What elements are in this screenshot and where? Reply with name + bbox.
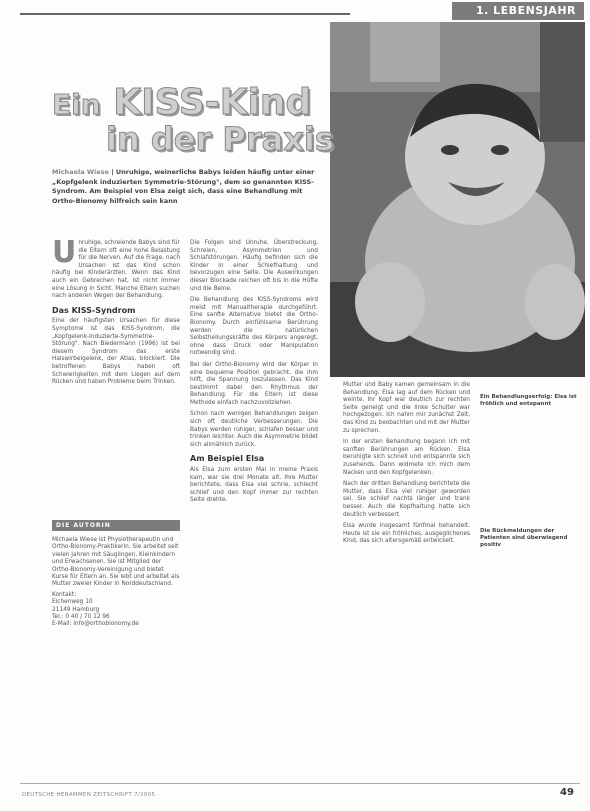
footer-text: DEUTSCHE HEBAMMEN ZEITSCHRIFT 7/2005: [22, 792, 156, 798]
column-2: [190, 240, 318, 505]
col3-paragraph-4: Elsa wurde insgesamt fünfmal behandelt. Heute ist sie ein fröhliches, ausgeglichenes Kind, das sich altersgemäß entwickelt.: [343, 523, 470, 545]
col3-paragraph-3: Nach der dritten Behandlung berichtete die Mutter, dass Elsa viel ruhiger geworden sei. Sie schlief nachts länger und trank besser. Auch die Kopfhaltung hatte sich deutlich verbessert.: [343, 481, 470, 518]
intro-text: | Unruhige, weinerliche Babys leiden häufig unter einer „Kopfgelenk induzierten Symmetrie-Störung", dem so genannten KISS-Syndrom. Am Beispiel von Elsa zeigt sich, dass eine Behandlung mit Ortho-Bionomy hilfreich sein kann: [52, 168, 315, 205]
contact-email: E-Mail: info@orthobionomy.de: [52, 621, 139, 628]
author-heading: DIE AUTORIN: [52, 520, 180, 531]
section-header: 1. LEBENSJAHR: [452, 2, 584, 20]
title-prefix: Ein: [52, 88, 101, 121]
contact-line: Tel.: 0 40 / 70 12 96: [52, 614, 110, 621]
contact-line: Kontakt:: [52, 591, 77, 598]
side-caption: Die Rückmeldungen der Patienten sind überwiegend positiv: [480, 528, 568, 548]
subhead-elsa: Am Beispiel Elsa: [190, 454, 265, 464]
article-title-line2: in der Praxis: [106, 120, 334, 158]
subhead-kiss: Das KISS-Syndrom: [52, 305, 136, 315]
author-box: [52, 520, 180, 629]
author-contact: [52, 592, 180, 629]
article-intro: [52, 168, 317, 206]
column-3: [343, 382, 470, 546]
contact-line: 21149 Hamburg: [52, 606, 100, 613]
col1-paragraph-1: [52, 235, 180, 301]
col2-paragraph-4: Schon nach wenigen Behandlungen zeigen sich oft deutliche Verbesserungen. Die Babys werden ruhiger, schlafen besser und trinken leichter. Auch die Asymmetrie bildet sich allmählich zurück.: [190, 411, 318, 448]
author-bio: Michaela Wiese ist Physiotherapeutin und Ortho-Bionomy-Praktikerin. Sie arbeitet seit vielen Jahren mit Säuglingen, Kleinkindern und Erwachsenen. Sie ist Mitglied der Ortho-Bionomy-Vereinigung und bietet Kurse für Eltern an. Sie lebt und arbeitet als Mutter zweier Kinder in Norddeutschland.: [52, 537, 180, 588]
column-1: [52, 235, 180, 387]
drop-cap: U: [52, 235, 77, 270]
title-main: KISS-Kind: [113, 82, 312, 123]
photo-caption: Ein Behandlungserfolg: Elsa ist fröhlich und entspannt: [480, 394, 577, 407]
col2-paragraph-3: Bei der Ortho-Bionomy wird der Körper in eine bequeme Position gebracht, die ihm hilft, die Spannung loszulassen. Das Kind bestimmt dabei den Rhythmus der Behandlung. Für die Eltern ist diese Methode einfach nachzuvollziehen.: [190, 361, 318, 406]
intro-author: Michaela Wiese: [52, 168, 109, 176]
page-number: 49: [560, 787, 574, 798]
footer-rule: [20, 783, 580, 784]
baby-photo-illustration: [330, 22, 585, 377]
col1-paragraph-2: Eine der häufigsten Ursachen für diese Symptome ist das KISS-Syndrom, die „Kopfgelenk-Induzierte-Symmetrie-Störung". Nach Biedermann (1996) ist bei diesem Syndrom das erste Halswirbelgelenk, der Atlas, blockiert. Die betroffenen Babys haben oft Schwierigkeiten mit dem Liegen auf dem Rücken und haben Probleme beim Trinken.: [52, 318, 180, 386]
col1-p1-text: nruhige, schreiende Babys sind für die Eltern oft eine hohe Belastung für die Nerven. Auf die Frage, nach Ursachen ist das Kind schon häufig bei Kinderärzten. Wenn das Kind auch ein Gebrechen hat, ist nicht immer eine Lösung in Sicht. Manche Eltern suchen nach anderen Wegen der Behandlung.: [52, 240, 180, 300]
article-title-line1: [52, 82, 311, 123]
col3-paragraph-1: Mutter und Baby kamen gemeinsam in die Behandlung. Elsa lag auf dem Rücken und weinte. Ihr Kopf war deutlich zur rechten Seite geneigt und die linke Schulter war hochgezogen. Ich nahm mir zunächst Zeit, das Kind zu beobachten und mit der Mutter zu sprechen.: [343, 382, 470, 434]
contact-line: Eichenweg 10: [52, 599, 93, 606]
col2-paragraph-2: Die Behandlung des KISS-Syndroms wird meist mit Manualtherapie durchgeführt. Eine sanfte Alternative bietet die Ortho-Bionomy. Durch einfühlsame Berührung werden die natürlichen Selbstheilungskräfte des Körpers angeregt, ohne dass Druck oder Manipulation notwendig sind.: [190, 297, 318, 357]
top-rule: [20, 13, 350, 15]
col2-paragraph-5: Als Elsa zum ersten Mal in meine Praxis kam, war sie drei Monate alt. Ihre Mutter berichtete, dass Elsa viel schrie, schlecht schlief und den Kopf immer zur rechten Seite drehte.: [190, 467, 318, 504]
baby-photo: [330, 22, 585, 377]
col2-paragraph-1: Die Folgen sind Unruhe, Überstreckung, Schreien, Asymmetrien und Schlafstörungen. Häufig befinden sich die Kinder in einer Schiefhaltung und bevorzugen eine Seite. Die Auswirkungen dieser Blockade reichen oft bis in die Hüfte und die Beine.: [190, 240, 318, 292]
col3-paragraph-2: In der ersten Behandlung begann ich mit sanften Berührungen am Rücken. Elsa beruhigte sich schnell und entspannte sich zusehends. Dann widmete ich mich dem Nacken und den Kopfgelenken.: [343, 439, 470, 476]
